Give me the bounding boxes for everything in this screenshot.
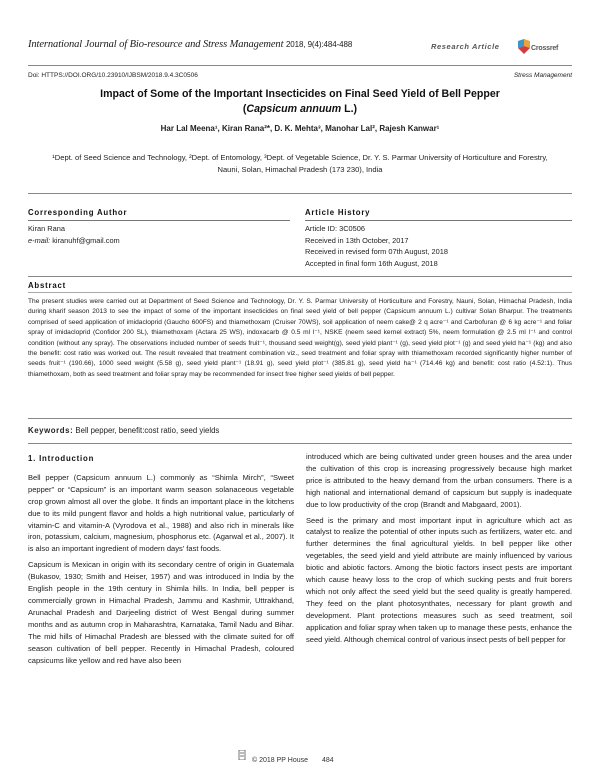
doi-link[interactable]: Doi: HTTPS://DOI.ORG/10.23910/IJBSM/2018.9.4.3C0506 bbox=[28, 72, 198, 79]
keywords-bottom-rule bbox=[28, 443, 572, 444]
history-line: Article ID: 3C0506 bbox=[305, 224, 365, 233]
title-species-suffix: L.) bbox=[341, 103, 358, 115]
article-history-block bbox=[305, 208, 572, 269]
corresponding-name: Kiran Rana bbox=[28, 224, 65, 233]
abstract-top-rule bbox=[28, 276, 572, 277]
copyright: © 2018 PP House bbox=[252, 757, 309, 764]
intro-paragraph: Capsicum is Mexican in origin with its secondary centre of origin in Guatemala (Bukasov, 1930; Smith and Heiser, 1957) and was introduced in India by the English people in the 19th century in Shimla hills. In India, bell pepper is commercially grown in Himachal Pradesh, Jammu and Kashmir, Uttrakhand, Arunachal Pradesh and Darjeeling district of West Bengal during summer months and as autumn crop in Maharashtra, Karnataka, Tamil Nadu and Bihar. The mid hills of Himachal Pradesh are blessed with the climate suited for off season cultivation of bell pepper. Recently in Himachal Pradesh, coloured capsicums like yellow and red have also been bbox=[28, 560, 294, 665]
abstract-text: The present studies were carried out at Department of Seed Science and Technology, Dr. Y. S. Parmar University of Horticulture and Forestry, Nauni, Solan, Himachal Pradesh, India during kharif season 2013 to see the impact of some of the important insecticides on final seed yield of bell pepper (Capsicum annuum L.) cultivar Solan Bharpur. The treatments comprised of seed application of imidacloprid (Gaucho 600FS) and thiamethoxam (Cruiser 70WS), soil application of neem cake@ 2 q acre⁻¹ and Carbofuran @ 6 kg acre⁻¹ and foliar spray of imidacloprid (Confidor 200 SL), thiamethoxam (Actara 25 WS), indoxacarb @ 0.5 ml l⁻¹, NSKE (neem seed kernel extract) 5%, neem formulation @ 2.5 ml l⁻¹ and control condition (without any spray). The observations included number of seeds fruit⁻¹, thousand seed weight(g), seed yield plant⁻¹ (g), seed yield plot⁻¹ (g) and seed yield ha⁻¹ (kg) and also the benefit: cost ratio was worked out. The result revealed that treatment combination viz., seed treatment and foliar spray with thiamethoxam recorded significantly higher number of seeds fruit⁻¹ (190.66), 1000 seed weight (5.58 g), seed yield plant⁻¹ (18.91 g), seed yield plot⁻¹ (385.81 g), seed yield ha⁻¹ (714.46 kg) and benefit: cost ratio (4.52:1). Thus thiamethoxam, both as seed treatment and foliar spray may be recommended for insect free higher seed yields of bell pepper. bbox=[28, 298, 572, 378]
keywords-text: Bell pepper, benefit:cost ratio, seed yields bbox=[73, 426, 220, 435]
email-address[interactable]: kiranuhf@gmail.com bbox=[50, 235, 120, 245]
header-rule bbox=[28, 65, 572, 66]
intro-heading: 1. Introduction bbox=[28, 454, 95, 463]
subject-area: Stress Management bbox=[513, 72, 572, 79]
intro-paragraph: Bell pepper (Capsicum annuum L.) commonly as “Shimla Mirch”, “Sweet pepper” or “Capsicum” is an important warm season solanaceous vegetable crop grown almost all over the globe. It finds an important place in the kitchens due to its mild pungent flavor and holds a high nutritional value, particularly of vitamin-C and vitamin-A (Vyrodova et al., 1988) and also rich in minerals like iron, potassium, calcium, magnesium, phosphorus etc. (Agarwal et al., 2007). It is also an important ingredient of modern days’ fast foods. bbox=[28, 472, 294, 554]
corresponding-email-line bbox=[28, 235, 290, 247]
title-main: Impact of Some of the Important Insecticides on Final Seed Yield of Bell Pepper bbox=[100, 88, 500, 100]
corresponding-author-block bbox=[28, 208, 290, 246]
publisher-logo-icon bbox=[238, 750, 246, 760]
article-type: Research Article bbox=[431, 42, 500, 51]
keywords-line bbox=[28, 426, 219, 435]
intro-left-column bbox=[28, 453, 294, 670]
affil-rule bbox=[28, 193, 572, 194]
journal-meta: 2018, 9(4):484-488 bbox=[285, 40, 353, 49]
email-label: e-mail: bbox=[28, 235, 51, 245]
page-number: 484 bbox=[322, 757, 334, 764]
journal-name: International Journal of Bio-resource and Stress Management bbox=[28, 39, 284, 50]
intro-right-column bbox=[306, 451, 572, 650]
title-species-line bbox=[28, 102, 572, 117]
corresponding-rule bbox=[28, 220, 290, 221]
affiliations: ¹Dept. of Seed Science and Technology, ²Dept. of Entomology, ³Dept. of Vegetable Science, Dr. Y. S. Parmar University of Horticulture and Forestry, Nauni, Solan, Himachal Pradesh (173 230), India bbox=[52, 153, 548, 174]
history-heading: Article History bbox=[305, 208, 371, 217]
history-line: Received in 13th October, 2017 bbox=[305, 235, 409, 245]
intro-paragraph: Seed is the primary and most important input in agriculture which act as catalyst to realize the potential of other inputs such as fertilizers, water etc. and further determines the final agricultural yields. In bell pepper like other vegetables, the seed yield and yield attribute are mainly influenced by various biotic and abiotic factors. Among the biotic factors insect pests are important which cause heavy loss to the crop of which sucking pests and fruit borers which not only affect the seed yield but the seed quality is greatly hampered. They feed on the plant photosynthates, necessary for plant growth and development. Plant protections measures such as seed treatment, soil application and foliar spray when taken up to manage these pests, enhance the seed yield. Although chemical control of various insect pests of bell pepper for bbox=[306, 515, 572, 644]
intro-paragraph: introduced which are being cultivated under green houses and the area under the cultivation of this crop is increasing progressively because high market price is attributed to the heavy demand from the urban consumers. There is a high national and international demand of capsicum but supply is inadequate due to low productivity of the crop (Brandt and Mabgaard, 2001). bbox=[306, 452, 572, 509]
page-title bbox=[28, 87, 572, 117]
corresponding-heading: Corresponding Author bbox=[28, 208, 128, 217]
abstract-heading: Abstract bbox=[28, 281, 67, 290]
crossref-label: Crossref bbox=[531, 45, 559, 52]
journal-header bbox=[28, 39, 352, 50]
authors: Har Lal Meena¹, Kiran Rana²*, D. K. Mehta³, Manohar Lal², Rajesh Kanwar¹ bbox=[160, 124, 440, 133]
keywords-label: Keywords: bbox=[28, 426, 74, 435]
history-line: Accepted in final form 16th August, 2018 bbox=[305, 258, 438, 268]
history-line: Received in revised form 07th August, 2018 bbox=[305, 247, 448, 256]
crossref-icon bbox=[517, 39, 531, 55]
history-rule bbox=[305, 220, 572, 221]
title-paren: ( bbox=[242, 103, 247, 115]
keywords-top-rule bbox=[28, 418, 572, 419]
title-species: Capsicum annuum bbox=[246, 103, 342, 115]
crossref-logo[interactable] bbox=[517, 37, 573, 57]
abstract-heading-rule bbox=[28, 292, 572, 293]
